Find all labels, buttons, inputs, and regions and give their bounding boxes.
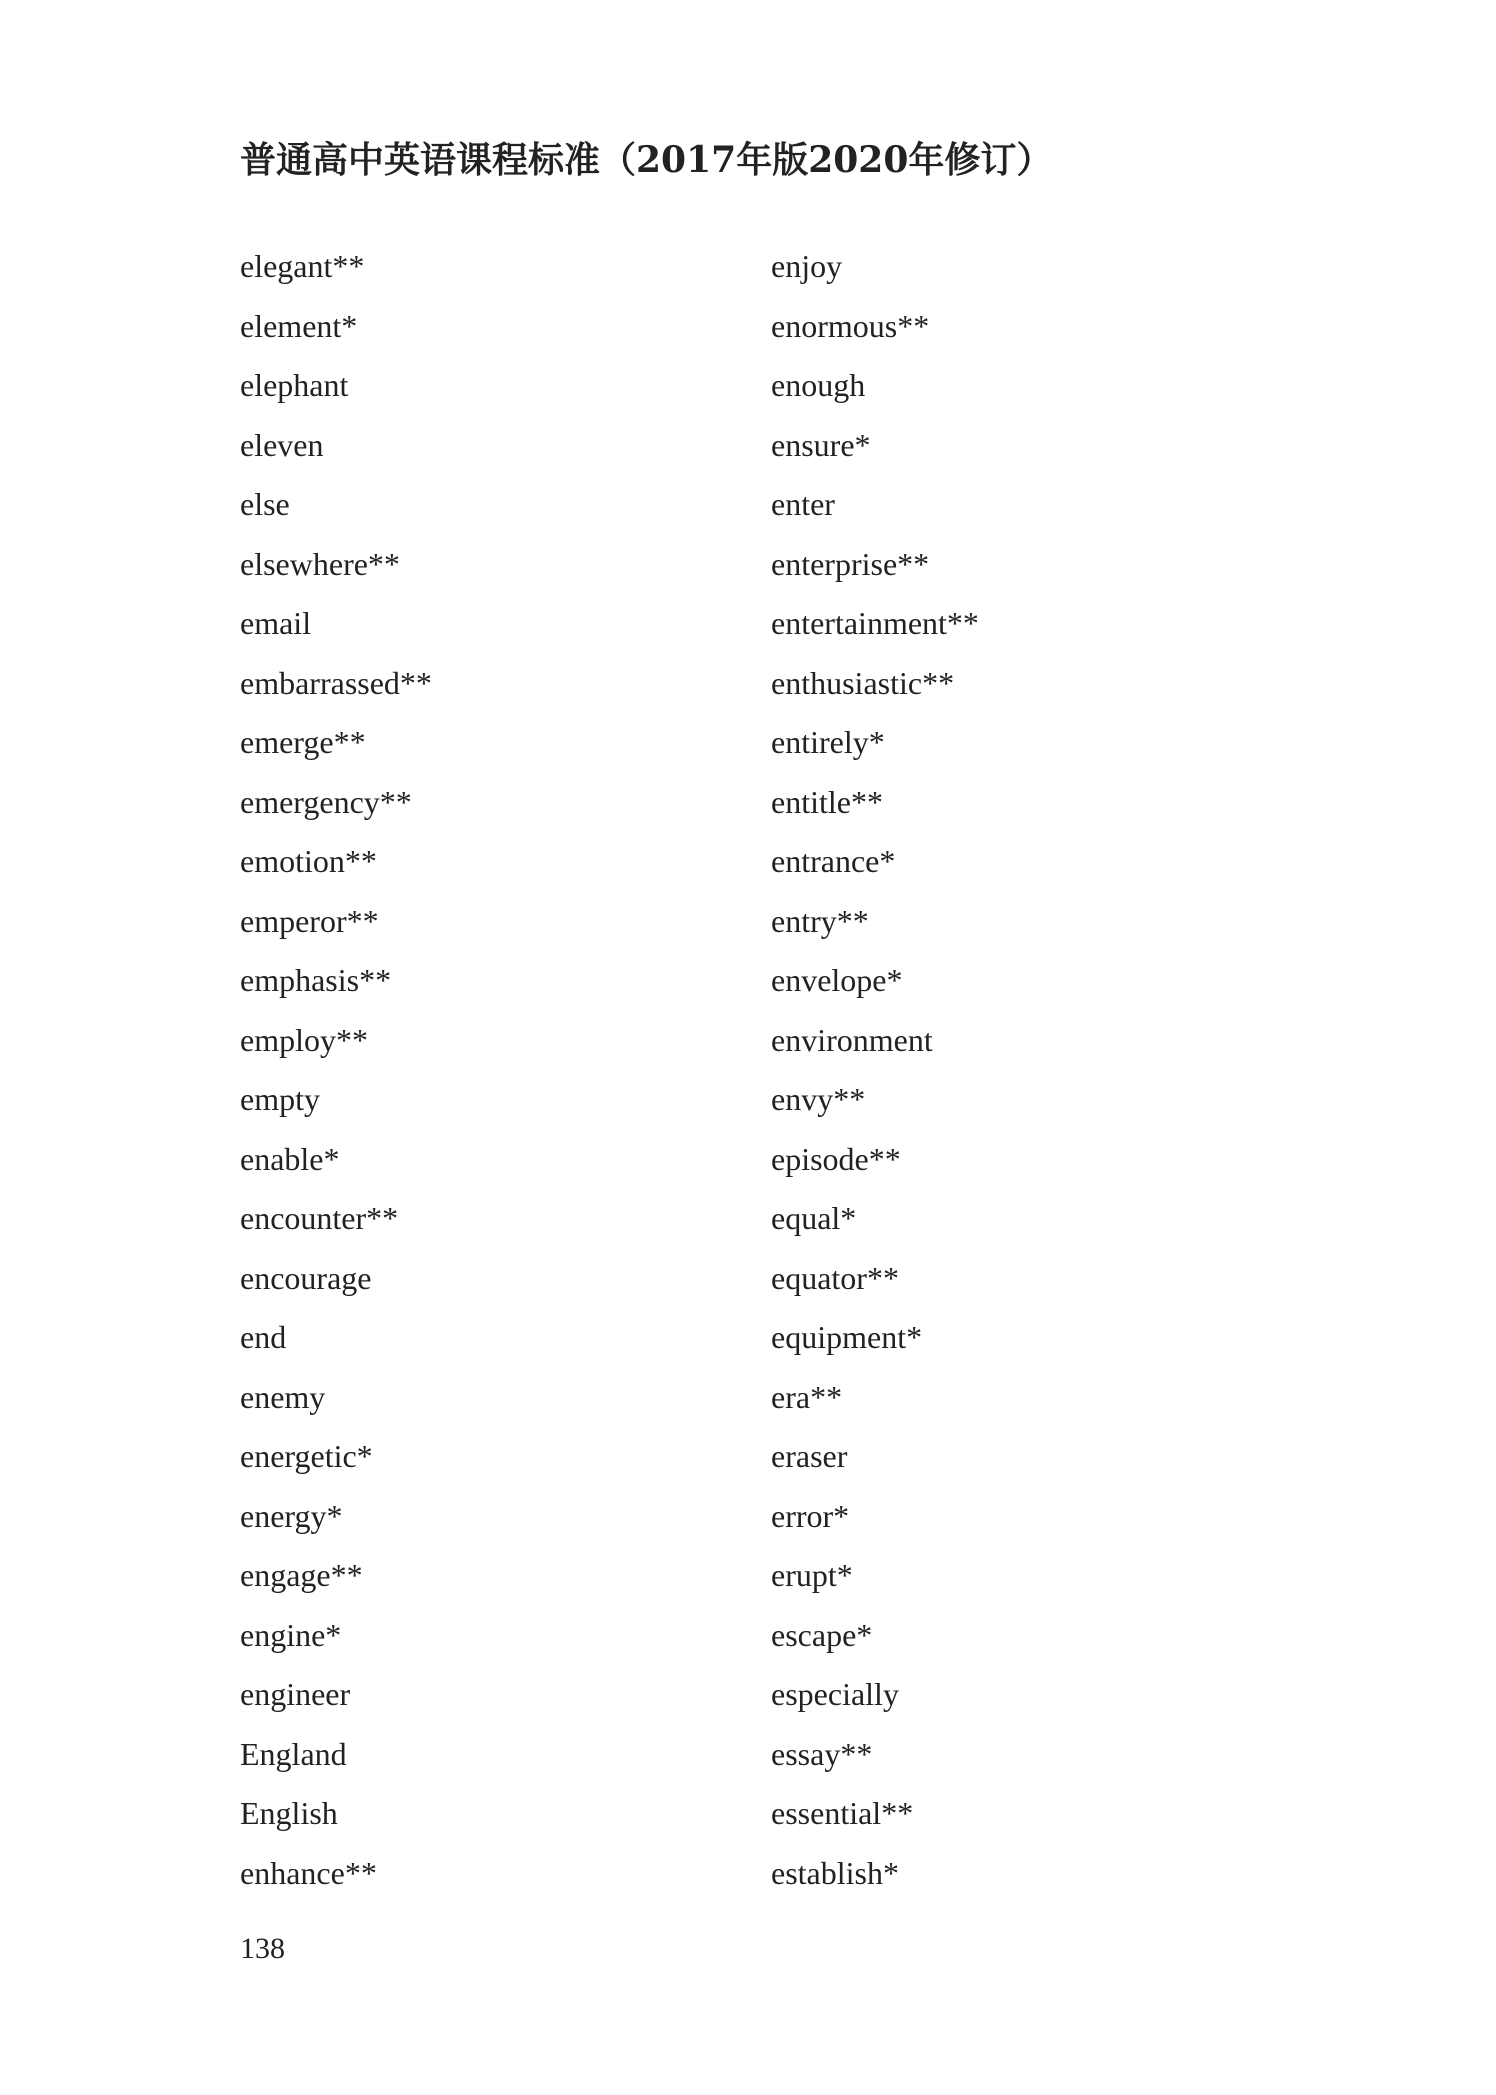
vocabulary-word: era** — [771, 1378, 843, 1415]
vocabulary-word: English — [240, 1795, 338, 1831]
vocabulary-word: enthusiastic** — [771, 664, 955, 701]
vocabulary-word: equator** — [771, 1259, 899, 1296]
vocabulary-word: entry** — [771, 902, 869, 939]
vocabulary-word: envy** — [771, 1081, 866, 1117]
vocabulary-word: empty — [240, 1081, 320, 1117]
vocabulary-word: essential** — [771, 1795, 914, 1831]
vocabulary-word: eleven — [240, 426, 324, 463]
vocabulary-word: engage** — [240, 1557, 363, 1593]
vocabulary-word: ensure* — [771, 426, 871, 463]
vocabulary-word: equal* — [771, 1200, 857, 1236]
vocabulary-word: elegant** — [240, 248, 365, 284]
vocabulary-word: emotion** — [240, 843, 377, 879]
vocabulary-word: end — [240, 1319, 287, 1355]
vocabulary-word: element* — [240, 307, 358, 344]
vocabulary-word: emerge** — [240, 724, 366, 760]
vocabulary-word: entertainment** — [771, 605, 979, 641]
page-header-title: 普通高中英语课程标准（2017年版2020年修订） — [240, 139, 1053, 181]
vocabulary-word: enterprise** — [771, 545, 930, 582]
vocabulary-word: erupt* — [771, 1557, 853, 1593]
vocabulary-word: enter — [771, 486, 835, 522]
page-number: 138 — [240, 1932, 285, 1965]
vocabulary-word: entrance* — [771, 843, 896, 879]
vocabulary-word: engine* — [240, 1616, 342, 1653]
vocabulary-word: enable* — [240, 1140, 340, 1177]
vocabulary-word: emperor** — [240, 902, 379, 939]
vocabulary-word: email — [240, 605, 312, 641]
vocabulary-word: escape* — [771, 1616, 873, 1653]
vocabulary-word: encounter** — [240, 1200, 399, 1236]
vocabulary-word: environment — [771, 1021, 933, 1058]
vocabulary-word: enormous** — [771, 307, 930, 344]
word-list-left-column — [240, 244, 432, 1910]
vocabulary-word: emergency** — [240, 783, 412, 820]
vocabulary-word: embarrassed** — [240, 664, 432, 701]
vocabulary-word: engineer — [240, 1676, 351, 1712]
vocabulary-word: enjoy — [771, 248, 843, 284]
vocabulary-word: England — [240, 1735, 347, 1772]
vocabulary-word: eraser — [771, 1438, 848, 1474]
vocabulary-word: enough — [771, 367, 866, 403]
word-list-right-column — [771, 244, 979, 1910]
vocabulary-word: elsewhere** — [240, 545, 400, 582]
vocabulary-word: envelope* — [771, 962, 903, 998]
vocabulary-word: establish* — [771, 1854, 899, 1891]
vocabulary-word: entitle** — [771, 783, 883, 820]
vocabulary-word: encourage — [240, 1259, 372, 1296]
vocabulary-word: else — [240, 486, 290, 522]
vocabulary-word: employ** — [240, 1021, 368, 1058]
vocabulary-word: especially — [771, 1676, 899, 1712]
vocabulary-word: error* — [771, 1497, 850, 1534]
vocabulary-word: energy* — [240, 1497, 343, 1534]
vocabulary-word: energetic* — [240, 1438, 373, 1474]
vocabulary-word: entirely* — [771, 724, 885, 760]
vocabulary-word: enemy — [240, 1378, 326, 1415]
vocabulary-word: elephant — [240, 367, 349, 403]
vocabulary-word: enhance** — [240, 1854, 377, 1891]
vocabulary-word: episode** — [771, 1140, 901, 1177]
vocabulary-word: equipment* — [771, 1319, 923, 1355]
vocabulary-word: essay** — [771, 1735, 873, 1772]
vocabulary-word: emphasis** — [240, 962, 392, 998]
